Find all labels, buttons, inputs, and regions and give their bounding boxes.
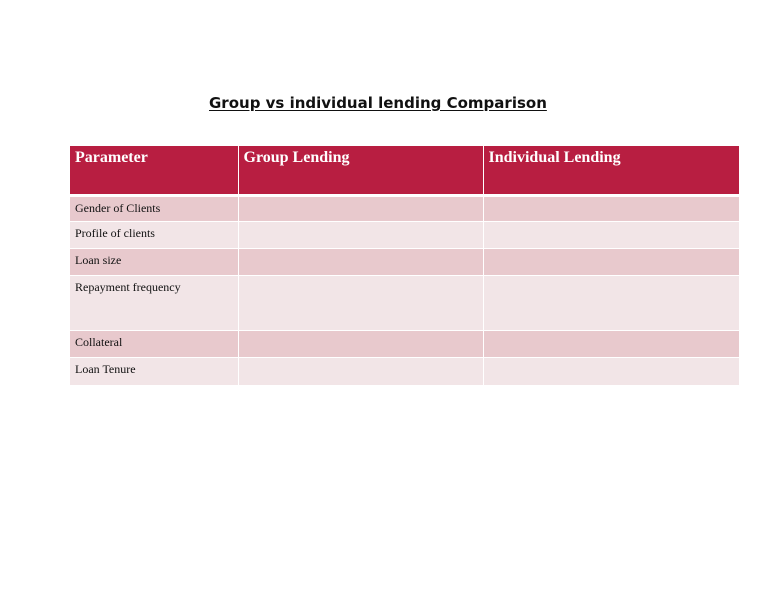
individual-lending-cell	[483, 357, 739, 385]
table-header-row	[70, 146, 739, 195]
group-lending-cell	[238, 275, 483, 330]
parameter-cell: Loan Tenure	[70, 357, 238, 385]
individual-lending-cell	[483, 248, 739, 275]
column-header-individual-lending: Individual Lending	[483, 146, 739, 195]
group-lending-cell	[238, 330, 483, 357]
column-header-group-lending: Group Lending	[238, 146, 483, 195]
individual-lending-cell	[483, 221, 739, 248]
individual-lending-cell	[483, 195, 739, 221]
group-lending-cell	[238, 195, 483, 221]
individual-lending-cell	[483, 275, 739, 330]
table-row	[70, 330, 739, 357]
table-row	[70, 248, 739, 275]
table-row	[70, 357, 739, 385]
parameter-cell: Gender of Clients	[70, 195, 238, 221]
individual-lending-cell	[483, 330, 739, 357]
group-lending-cell	[238, 357, 483, 385]
table-row	[70, 195, 739, 221]
table-row	[70, 221, 739, 248]
group-lending-cell	[238, 221, 483, 248]
parameter-cell: Repayment frequency	[70, 275, 238, 330]
parameter-cell: Collateral	[70, 330, 238, 357]
column-header-parameter: Parameter	[70, 146, 238, 195]
parameter-cell: Loan size	[70, 248, 238, 275]
page-title: Group vs individual lending Comparison	[209, 94, 547, 112]
group-lending-cell	[238, 248, 483, 275]
table-row	[70, 275, 739, 330]
parameter-cell: Profile of clients	[70, 221, 238, 248]
comparison-table	[70, 146, 739, 385]
